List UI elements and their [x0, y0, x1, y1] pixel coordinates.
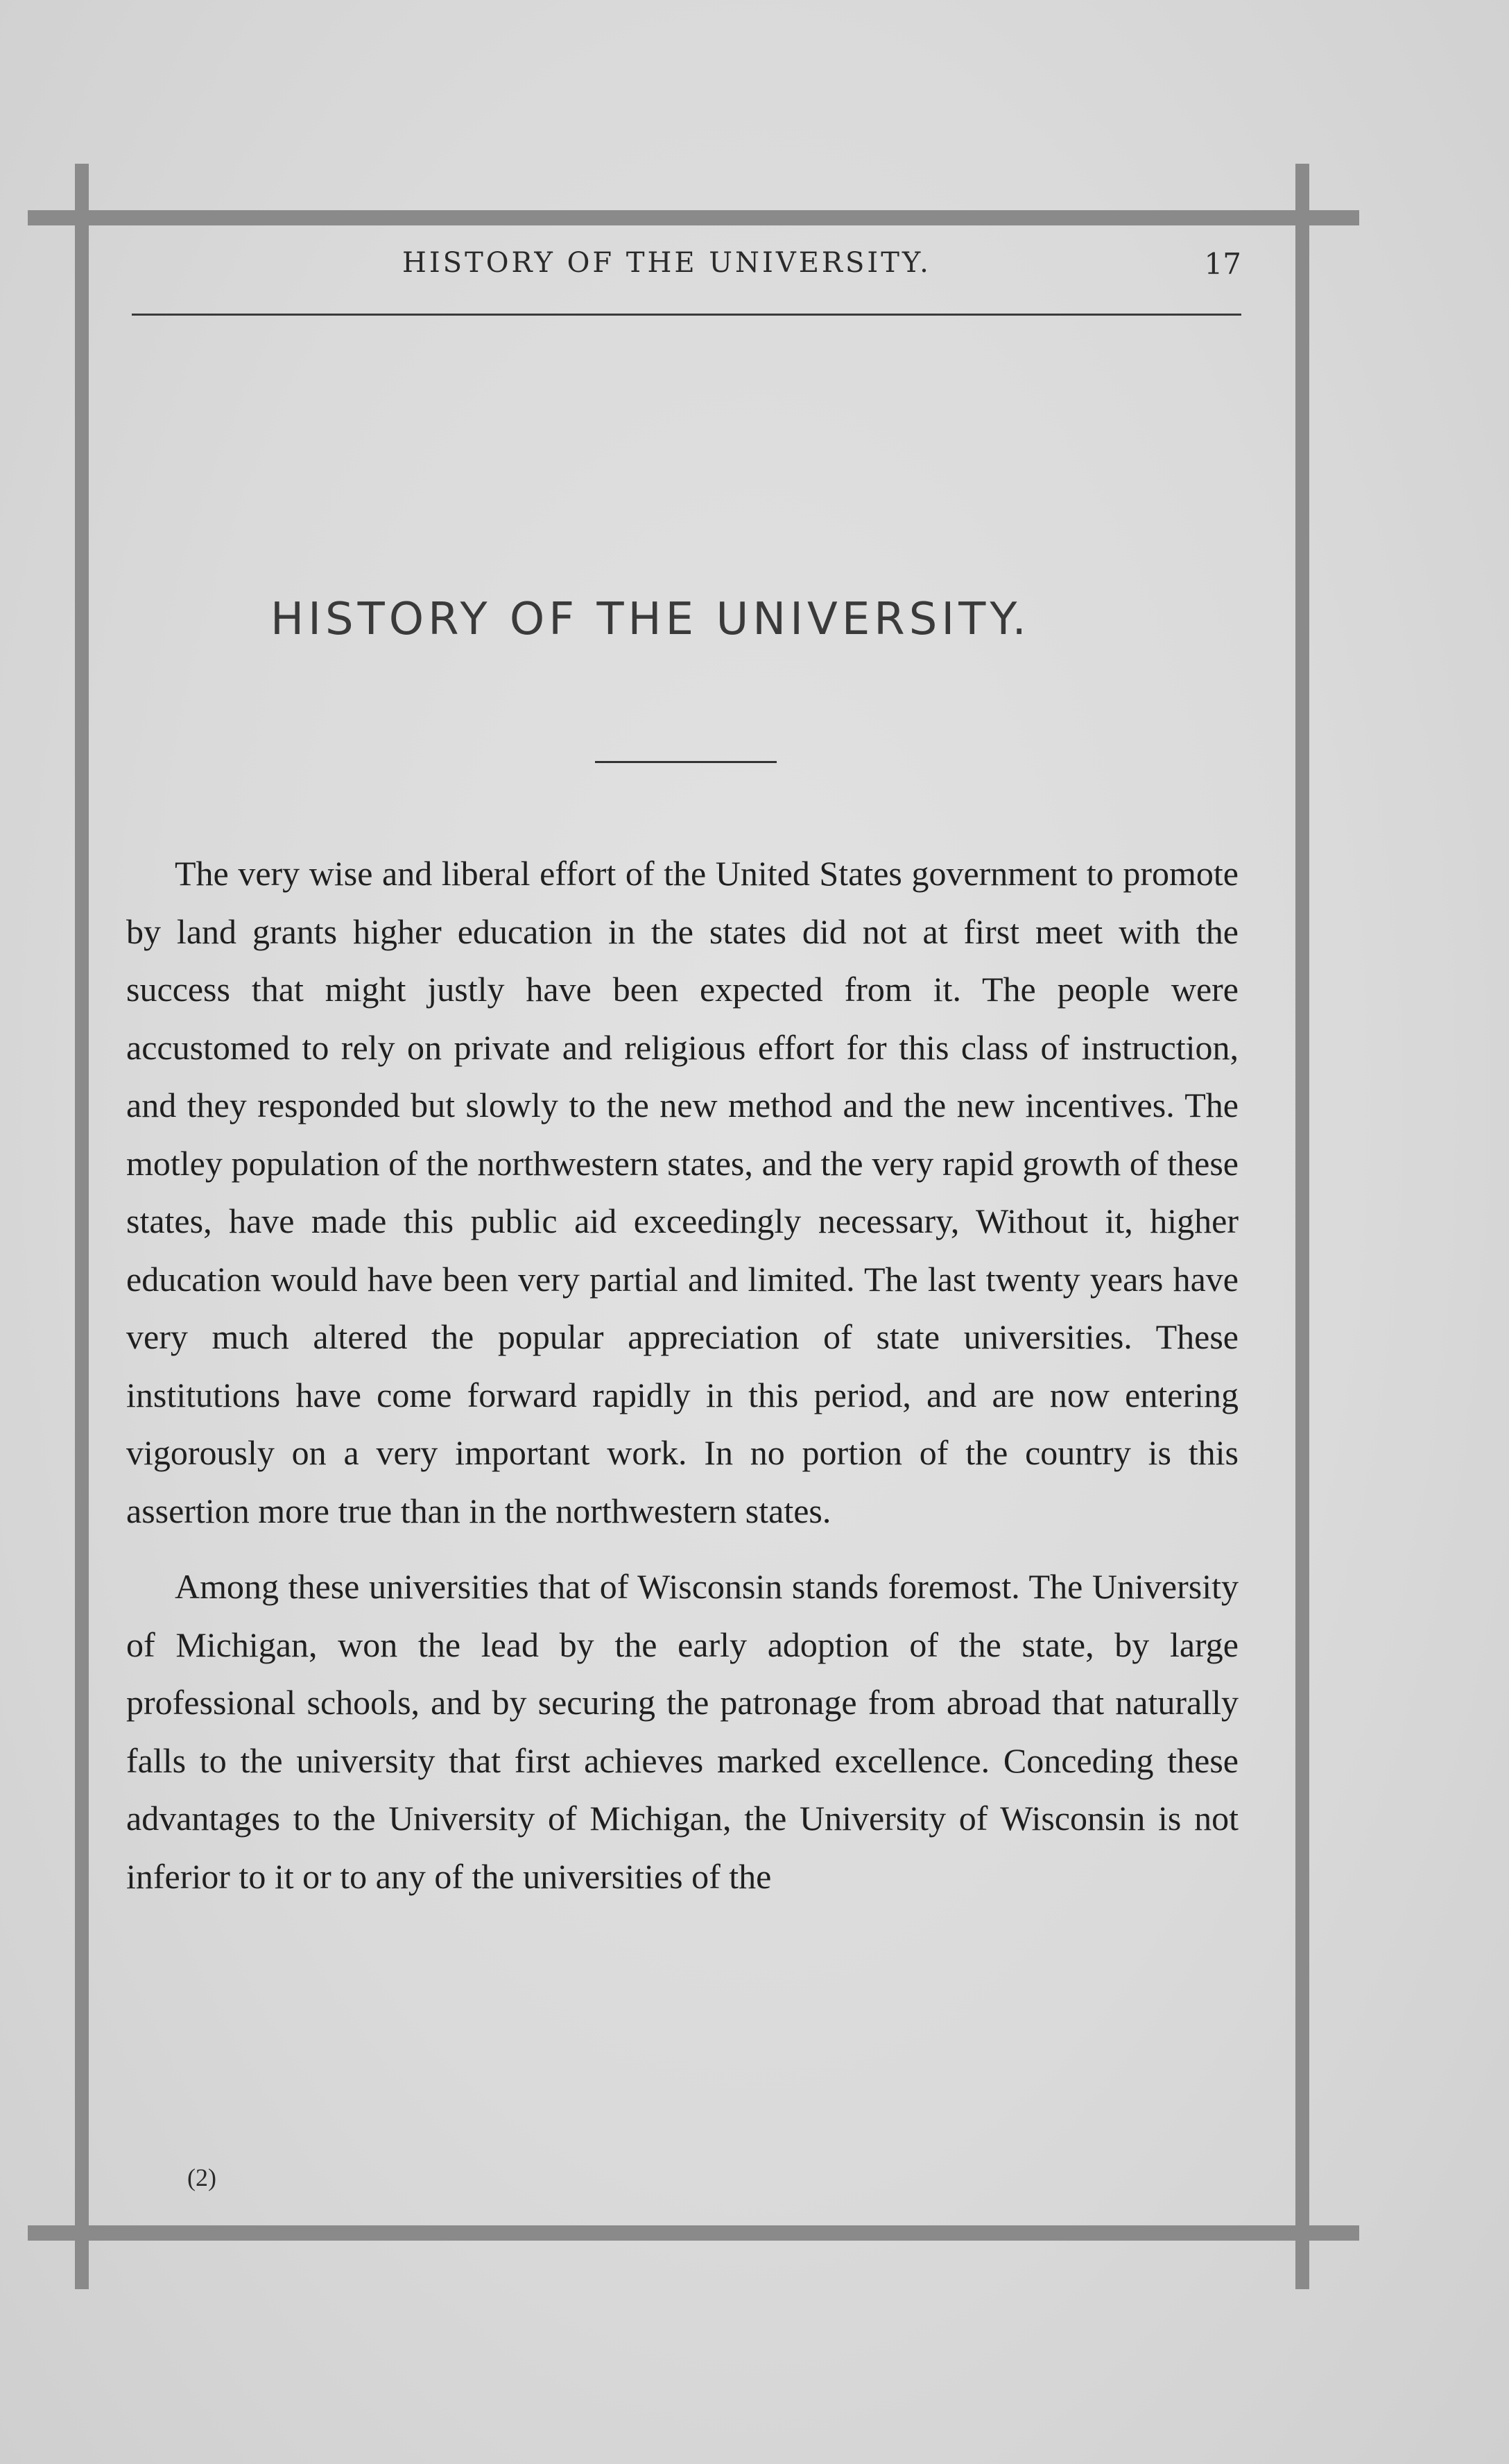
paragraph: Among these universities that of Wisconsin stands foremost. The University of Michigan, won the lead by the early adoption of the state, by large professional schools, and by securing the patronage from abroad that naturally falls to the university that first achieves marked excellence. Conceding these advantages to the University of Michigan, the University of Wisconsin is not inferior to it or to any of the universities of the [126, 1567, 1239, 1896]
signature-mark: (2) [187, 2164, 216, 2191]
body-text [126, 845, 1239, 1906]
running-head [132, 247, 1241, 296]
running-title: HISTORY OF THE UNIVERSITY. [402, 247, 931, 279]
frame-right-border [1295, 164, 1309, 2289]
paragraph: The very wise and liberal effort of the United States government to promote by land grants higher education in the states did not at first meet with the success that might justly have been expected from it. The people were accustomed to rely on private and religious effort for this class of instruction, and they responded but slowly to the new method and the new incentives. The motley population of the northwestern states, and the very rapid growth of these states, have made this public aid exceedingly necessary, Without it, higher education would have been very partial and limited. The last twenty years have very much altered the popular appreciation of state universities. These institutions have come forward rapidly in this period, and are now entering vigorously on a very important work. In no portion of the country is this assertion more true than in the northwestern states. [126, 854, 1239, 1530]
header-rule [132, 314, 1241, 316]
title-rule [595, 761, 777, 763]
frame-top-border [28, 210, 1359, 225]
frame-bottom-border [28, 2225, 1359, 2241]
frame-left-border [75, 164, 89, 2289]
page-number: 17 [1204, 247, 1241, 281]
chapter-title: HISTORY OF THE UNIVERSITY. [270, 594, 1031, 645]
